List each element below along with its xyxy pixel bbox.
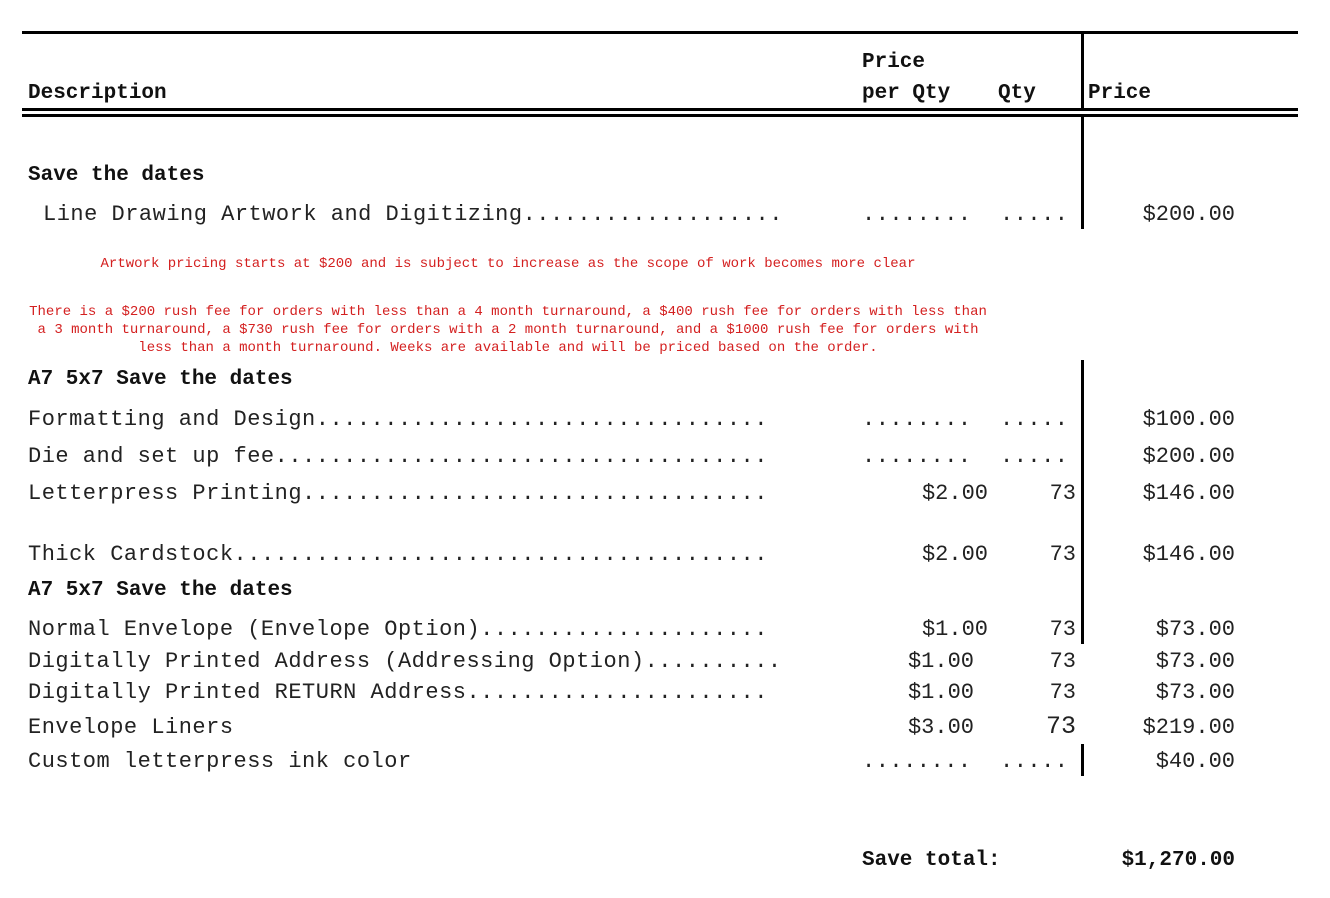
line-item-price: $146.00 [1142, 542, 1235, 567]
line-item-price: $73.00 [1155, 649, 1235, 674]
line-item-qty: 73 [1045, 712, 1076, 741]
line-item-qty: ..... [1000, 444, 1069, 469]
section-title: A7 5x7 Save the dates [28, 579, 293, 602]
line-item-label: Digitally Printed RETURN Address...................... [28, 680, 768, 705]
section-title: A7 5x7 Save the dates [28, 368, 293, 391]
column-header-description: Description [28, 82, 167, 105]
line-item-label: Envelope Liners [28, 715, 234, 740]
line-item-qty: 73 [1049, 680, 1076, 705]
line-item-price: $219.00 [1142, 715, 1235, 740]
line-item-price-per-qty: ........ [862, 407, 972, 432]
line-item-price-per-qty: $1.00 [907, 649, 974, 674]
line-item-price-per-qty: ........ [862, 749, 972, 774]
price-column-divider-2 [1081, 360, 1084, 644]
line-item-price-per-qty: ........ [862, 444, 972, 469]
line-item-price-per-qty: $1.00 [907, 680, 974, 705]
line-item-price: $73.00 [1155, 680, 1235, 705]
price-column-divider-1 [1081, 116, 1084, 229]
line-item-price: $40.00 [1155, 749, 1235, 774]
line-item-qty: ..... [1000, 407, 1069, 432]
line-item-label: Formatting and Design................................. [28, 407, 768, 432]
line-item-label: Letterpress Printing.................................. [28, 481, 768, 506]
line-item-price-per-qty: $3.00 [907, 715, 974, 740]
line-item-label: Normal Envelope (Envelope Option)..................... [28, 617, 768, 642]
line-item-price: $200.00 [1142, 444, 1235, 469]
section-title: Save the dates [28, 164, 205, 187]
line-item-label: Die and set up fee.................................... [28, 444, 768, 469]
line-item-qty: 73 [1049, 542, 1076, 567]
artwork-pricing-note: Artwork pricing starts at $200 and is subject to increase as the scope of work becomes more clear [100, 256, 916, 272]
line-item-label: Custom letterpress ink color [28, 749, 412, 774]
total-label: Save total: [862, 849, 1001, 872]
line-item-price-per-qty: $2.00 [921, 481, 988, 506]
total-value: $1,270.00 [1121, 849, 1235, 872]
line-item-label: Line Drawing Artwork and Digitizing................... [43, 202, 783, 227]
price-column-divider-header [1081, 33, 1084, 109]
line-item-price: $73.00 [1155, 617, 1235, 642]
price-column-divider-3 [1081, 744, 1084, 776]
column-header-price-per-qty-line2: per Qty [862, 82, 951, 105]
line-item-qty: ..... [1000, 202, 1069, 227]
rush-fee-note: There is a $200 rush fee for orders with less than a 4 month turnaround, a $400 rush fee for orders with less than a 3 month turnaround, a $730 rush fee for orders with a 2 month turnaround, and a $1000 rush fee for orders with less than a month turnaround. Weeks are available and will be priced based on the order. [29, 304, 987, 356]
line-item-qty: 73 [1049, 617, 1076, 642]
column-header-price-per-qty-line1: Price [862, 51, 926, 74]
column-header-qty: Qty [998, 82, 1036, 105]
line-item-price: $100.00 [1142, 407, 1235, 432]
header-double-rule-bottom [22, 114, 1298, 117]
line-item-price: $146.00 [1142, 481, 1235, 506]
line-item-qty: ..... [1000, 749, 1069, 774]
line-item-price: $200.00 [1142, 202, 1235, 227]
line-item-qty: 73 [1049, 649, 1076, 674]
line-item-price-per-qty: ........ [862, 202, 972, 227]
header-double-rule-top [22, 108, 1298, 111]
line-item-price-per-qty: $1.00 [921, 617, 988, 642]
line-item-price-per-qty: $2.00 [921, 542, 988, 567]
line-item-label: Thick Cardstock....................................... [28, 542, 768, 567]
top-rule [22, 31, 1298, 34]
line-item-qty: 73 [1049, 481, 1076, 506]
line-item-label: Digitally Printed Address (Addressing Option).......... [28, 649, 782, 674]
column-header-price: Price [1088, 82, 1152, 105]
